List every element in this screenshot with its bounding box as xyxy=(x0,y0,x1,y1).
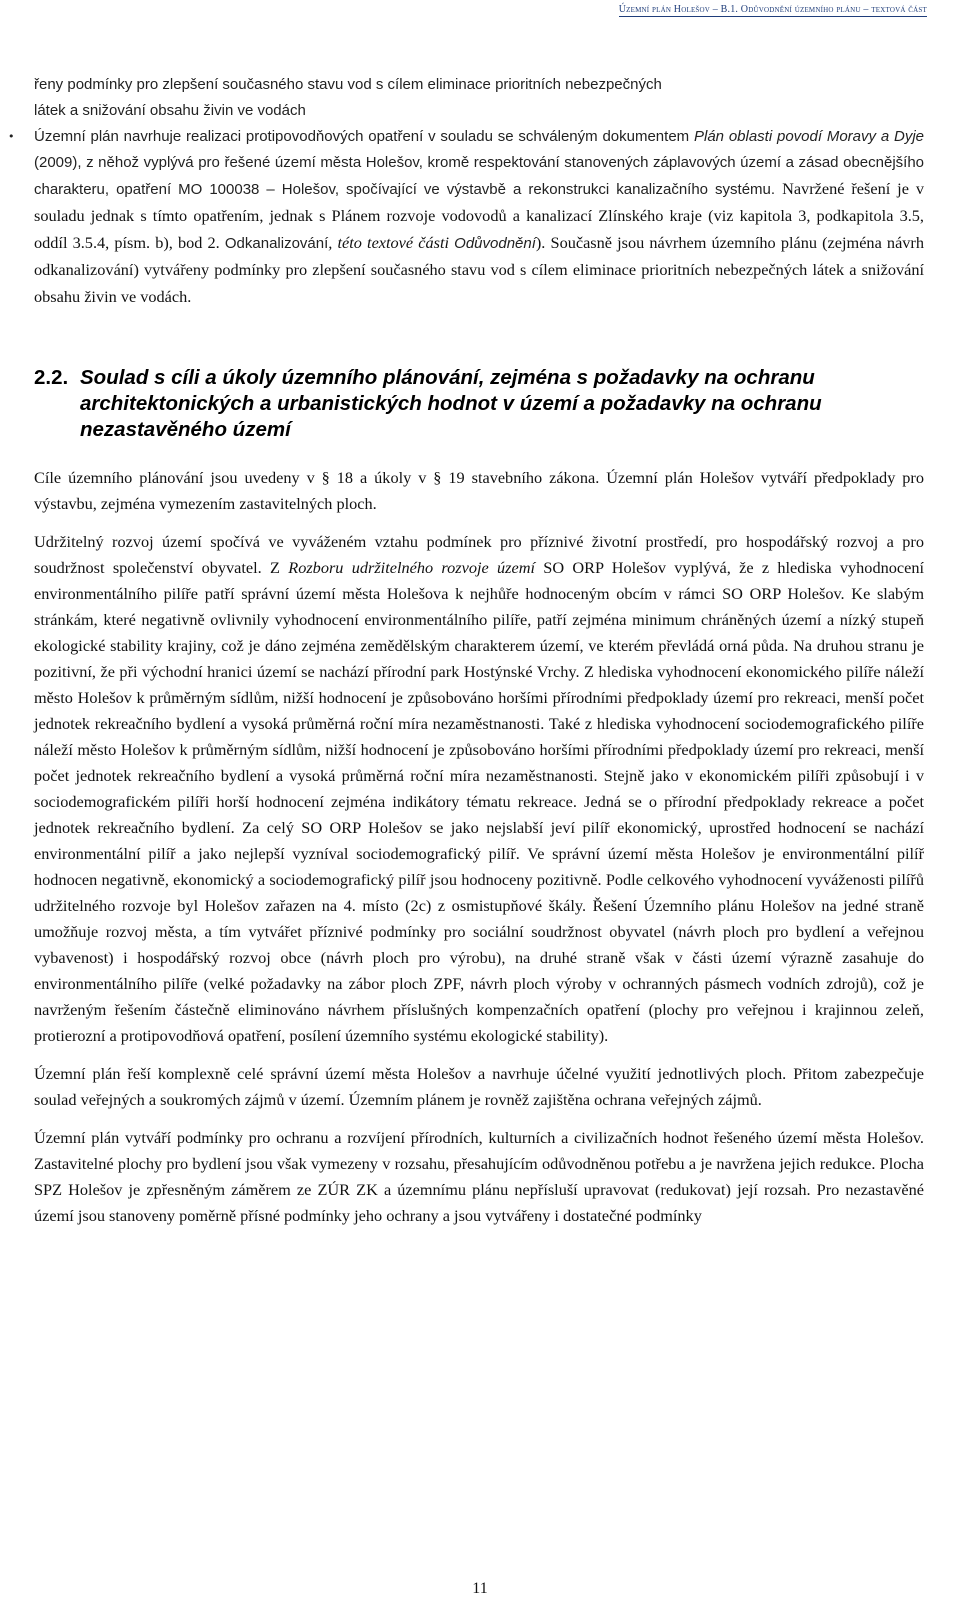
paragraph-sustainable-development: Udržitelný rozvoj území spočívá ve vyváženém vztahu podmínek pro příznivé životní prostředí, pro hospodářský rozvoj a pro soudržnost společenství obyvatel. Z Rozboru udržitelného rozvoje území SO ORP Holešov vyplývá, že z hlediska vyhodnocení environmentálního pilíře patří správní území města Holešova k nejhůře hodnoceným obcím v rámci SO ORP Holešov. Ke slabým stránkám, které negativně ovlivnily vyhodnocení environmentálního pilíře, patří zejména minimum chráněných území a nízký stupeň ekologické stability krajiny, což je dáno zejména zemědělským charakterem území, ve kterém převládá orná půda. Na druhou stranu je pozitivní, že při východní hranici území se nachází přírodní park Hostýnské Vrchy. Z hlediska vyhodnocení ekonomického pilíře náleží město Holešov k průměrným sídlům, nižší hodnocení je způsobováno horšími přírodními předpoklady území pro rekreaci, menší počet jednotek rekreačního bydlení a vysoká průměrná roční míra nezaměstnanosti. Také z hlediska vyhodnocení sociodemografického pilíře náleží město Holešov k průměrným sídlům, nižší hodnocení je způsobováno horšími přírodními předpoklady území pro rekreaci, menší počet jednotek rekreačního bydlení a vysoká průměrná roční míra nezaměstnanosti. Stejně jako v ekonomickém pilíři způsobují i v sociodemografickém pilíři horší hodnocení zejména indikátory tématu rekreace. Jedná se o přírodní předpoklady rekreace a počet jednotek rekreačního bydlení. Za celý SO ORP Holešov se jako nejslabší jeví pilíř ekonomický, uprostřed hodnocení se nachází environmentální pilíř a jako nejlepší vyzníval sociodemografický pilíř. Ve správní území města Holešov je environmentální pilíř hodnocen negativně, ekonomický a sociodemografický pilíř jsou hodnoceny pozitivně. Podle celkového vyhodnocení vyváženosti pilířů udržitelného rozvoje byl Holešov zařazen na 4. místo (2c) z osmistupňové škály. Řešení Územního plánu Holešov na jedné straně umožňuje rozvoj města, a tím vytvářet příznivé podmínky pro sociální soudržnost obyvatel (návrh ploch pro bydlení a veřejnou vybavenost) i hospodářský rozvoj obce (návrh ploch pro výrobu), na druhé straně však v části území výrazně zasahuje do environmentálního pilíře (velké požadavky na zábor ploch ZPF, návrh ploch výroby v ochranných pásmech vodních zdrojů), což je navrženým řešením částečně eliminováno návrhem příslušných kompenzačních opatření (plochy pro veřejnou i krajinnou zeleň, protierozní a protipovodňová opatření, posílení územního systému ekologické stability). xyxy=(34,532,924,1045)
section-heading xyxy=(34,365,924,443)
continued-bullet-text xyxy=(34,72,924,124)
paragraph-goals: Cíle územního plánování jsou uvedeny v § 18 a úkoly v § 19 stavebního zákona. Územní plán Holešov vytváří předpoklady pro výstavbu, zejména vymezením zastavitelných ploch. xyxy=(34,468,924,513)
paragraph-comprehensive-solution: Územní plán řeší komplexně celé správní území města Holešov a navrhuje účelné využití jednotlivých ploch. Přitom zabezpečuje soulad veřejných a soukromých zájmů v území. Územním plánem je rovněž zajištěna ochrana veřejných zájmů. xyxy=(34,1064,924,1109)
continued-line-1: řeny podmínky pro zlepšení současného stavu vod s cílem eliminace prioritních nebezpečných xyxy=(34,76,662,93)
page-number: 11 xyxy=(472,1580,488,1597)
paragraph-values-protection: Územní plán vytváří podmínky pro ochranu a rozvíjení přírodních, kulturních a civilizačních hodnot řešeného území města Holešov. Zastavitelné plochy pro bydlení jsou však vymezeny v rozsahu, přesahujícím odůvodněnou potřebu a je navržena jejich redukce. Plocha SPZ Holešov je zpřesněným záměrem ze ZÚR ZK a územnímu plánu nepřísluší upravovat (redukovat) její rozsah. Pro nezastavěné území jsou stanoveny poměrně přísné podmínky jeho ochrany a jsou vytvářeny i dostatečné podmínky xyxy=(34,1128,924,1225)
section-title: Soulad s cíli a úkoly územního plánování, zejména s požadavky na ochranu architektonických a urbanistických hodnot v území a požadavky na ochranu nezastavěného území xyxy=(80,366,822,441)
bullet-icon: • xyxy=(8,130,15,143)
document-body xyxy=(8,72,925,1229)
analysis-reference: Rozboru udržitelného rozvoje území xyxy=(288,558,535,577)
plan-reference: Plán oblasti povodí Moravy a Dyje xyxy=(693,128,925,145)
running-header: Územní plán Holešov – B.1. Odůvodnění územního plánu – textová část xyxy=(618,4,927,15)
bullet-item-flood-measures: • Územní plán navrhuje realizaci protipovodňových opatření v souladu se schváleným dokumentem Plán oblasti povodí Moravy a Dyje (2009), z něhož vyplývá pro řešené území města Holešov, kromě respektování stanovených záplavových území a zásad obecnějšího charakteru, opatření MO 100038 – Holešov, spočívající ve výstavbě a rekonstrukci kanalizačního systému. Navržené řešení je v souladu jednak s tímto opatřením, jednak s Plánem rozvoje vodovodů a kanalizací Zlínského kraje (viz kapitola 3, podkapitola 3.5, oddíl 3.5.4, písm. b), bod 2. Odkanalizování, této textové části Odůvodnění). Současně jsou návrhem územního plánu (zejména návrh odkanalizování) vytvářeny podmínky pro zlepšení současného stavu vod s cílem eliminace prioritních nebezpečných látek a snižování obsahu živin ve vodách. xyxy=(34,124,924,311)
section-number: 2.2. xyxy=(34,366,69,389)
continued-line-2: látek a snižování obsahu živin ve vodách xyxy=(34,102,306,119)
